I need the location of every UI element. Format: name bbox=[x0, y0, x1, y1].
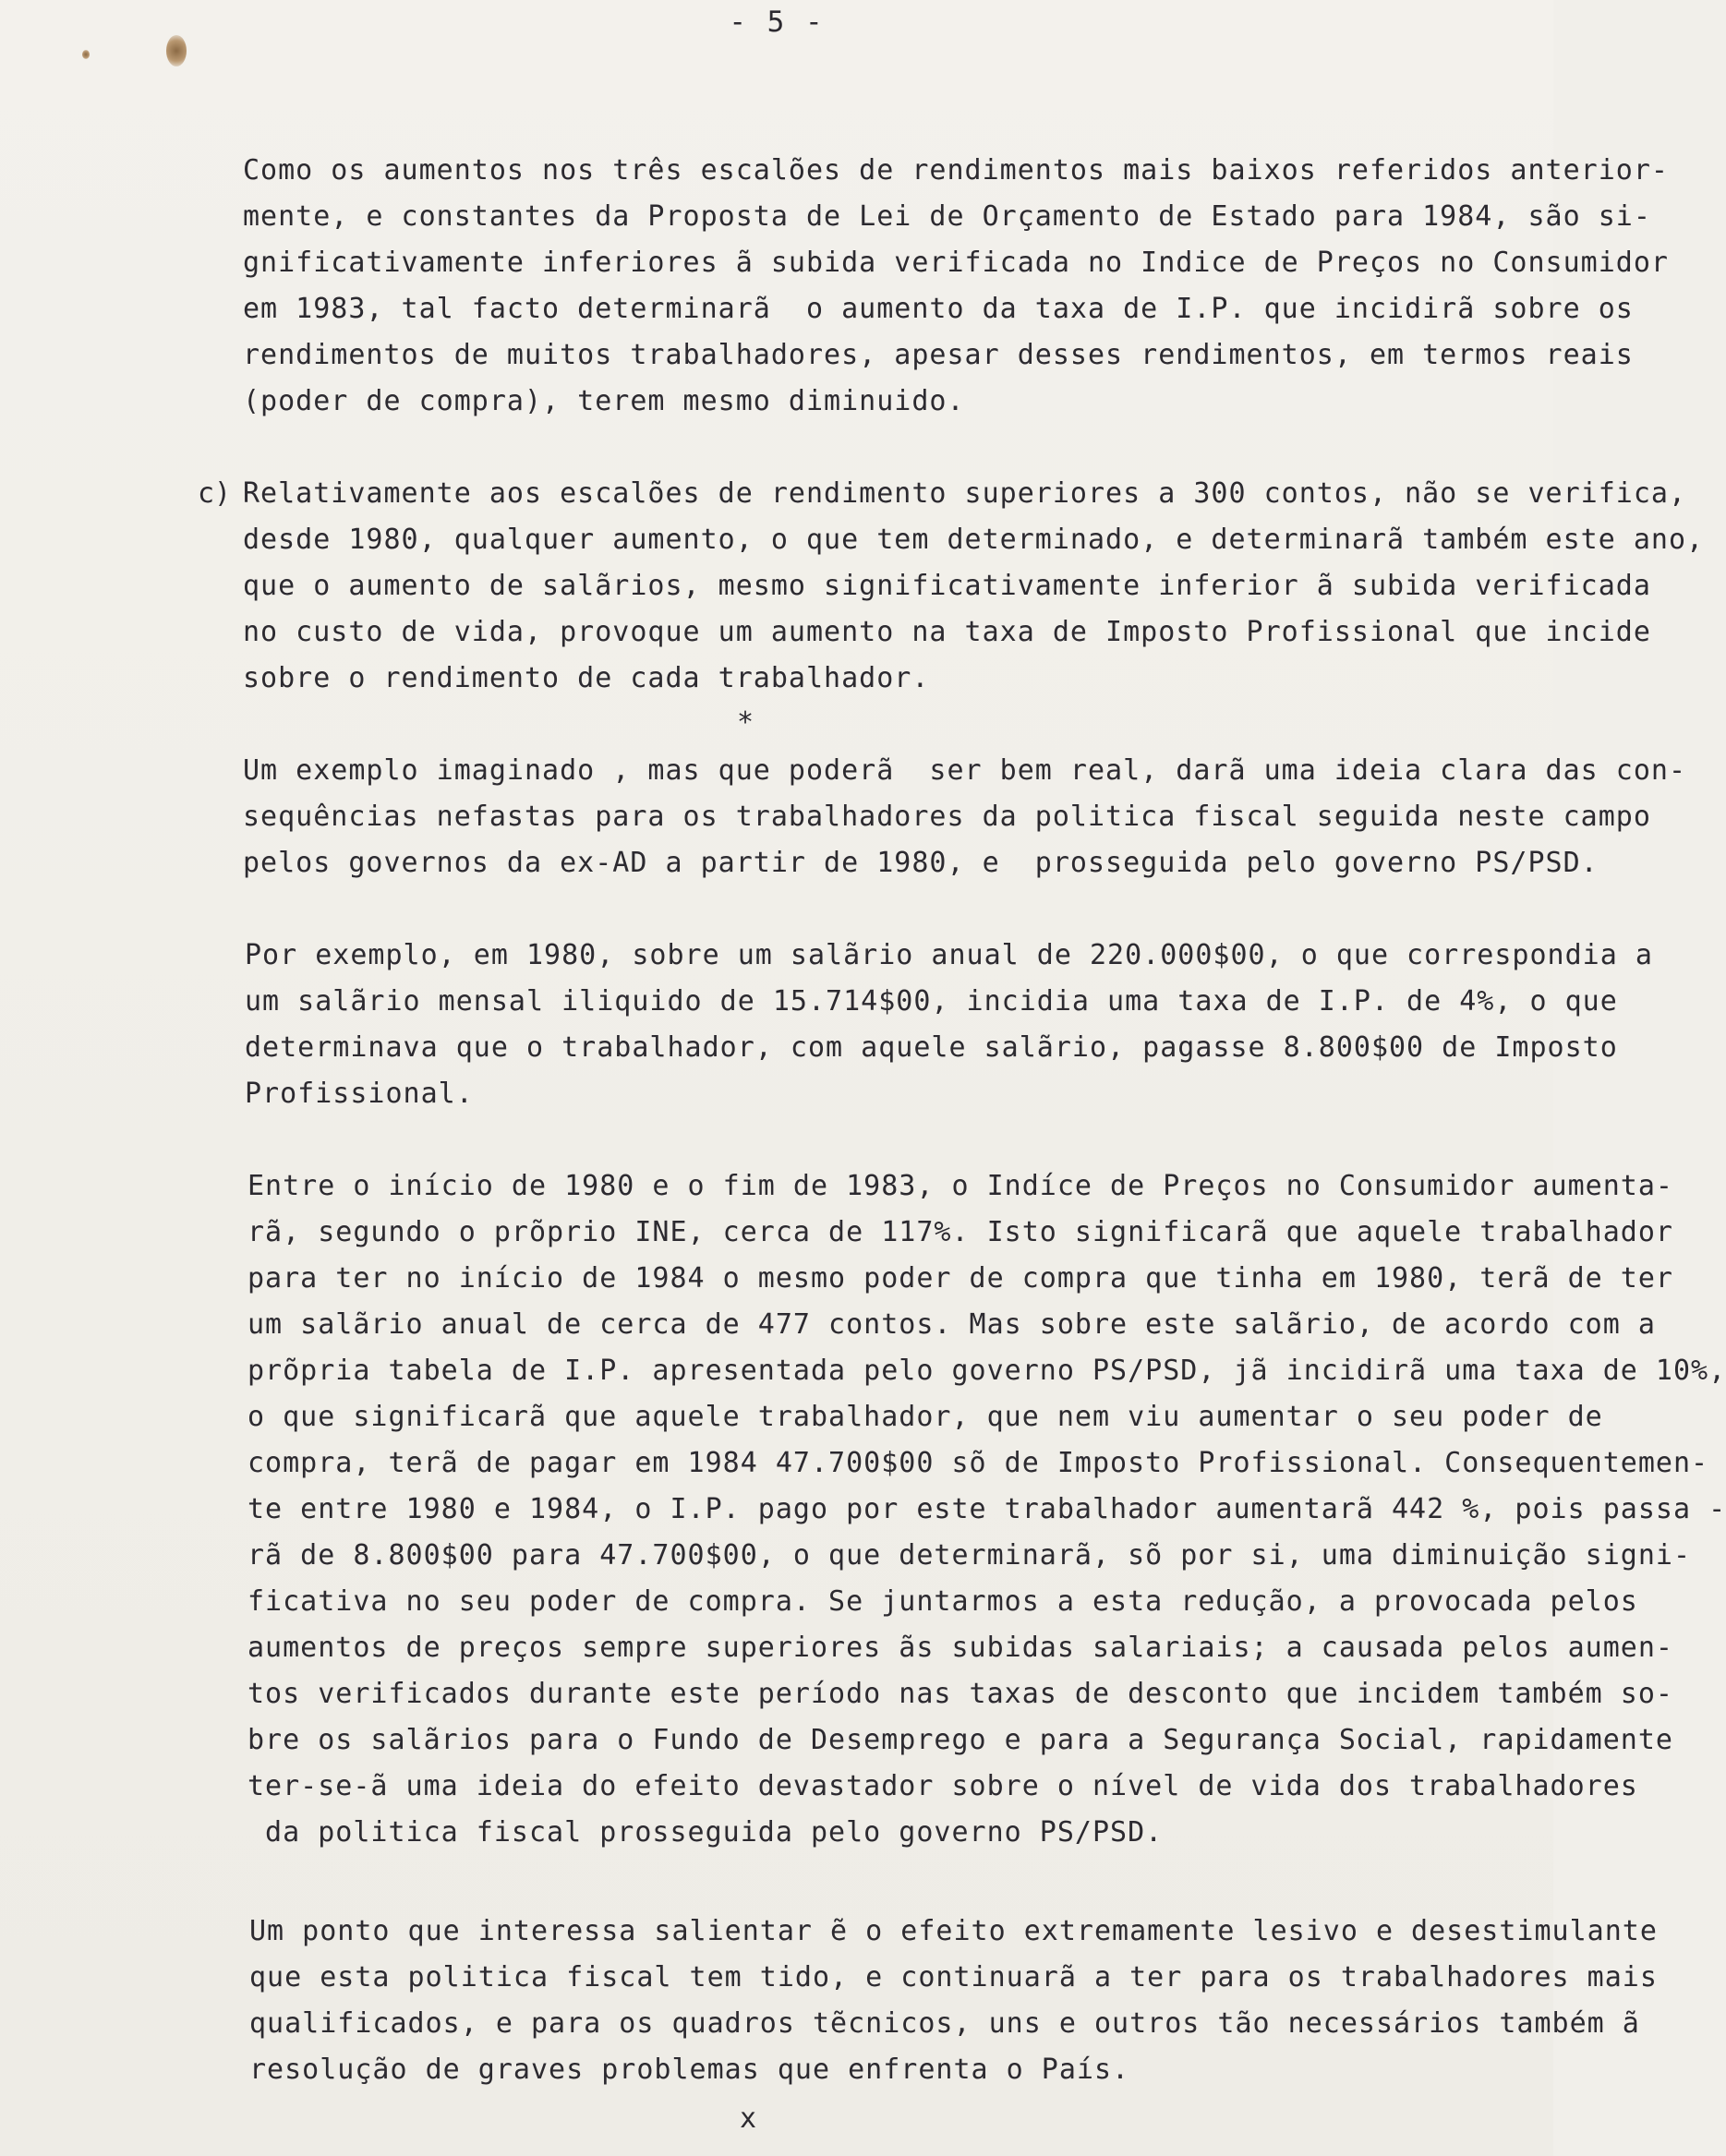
item-label-c: c) bbox=[198, 477, 232, 510]
text-line: pelos governos da ex-AD a partir de 1980, e prosseguida pelo governo PS/PSD. bbox=[243, 847, 1599, 879]
text-line: mente, e constantes da Proposta de Lei de Orçamento de Estado para 1984, são si- bbox=[243, 200, 1651, 233]
text-line: em 1983, tal facto determinarã o aumento da taxa de I.P. que incidirã sobre os bbox=[243, 293, 1634, 325]
text-line: gnificativamente inferiores ã subida verificada no Indice de Preços no Consumidor bbox=[243, 247, 1669, 279]
ink-stain bbox=[82, 50, 90, 59]
text-line: no custo de vida, provoque um aumento na taxa de Imposto Profissional que incide bbox=[243, 616, 1651, 648]
text-line: qualificados, e para os quadros tẽcnicos, uns e outros tão necessários também ã bbox=[249, 2007, 1640, 2040]
text-line: da politica fiscal prosseguida pelo governo PS/PSD. bbox=[247, 1816, 1164, 1849]
paragraph-5 bbox=[247, 1163, 1726, 1856]
text-line: compra, terã de pagar em 1984 47.700$00 sõ de Imposto Profissional. Consequentemen- bbox=[247, 1447, 1709, 1479]
paragraph-4 bbox=[245, 933, 1653, 1117]
text-line: Por exemplo, em 1980, sobre um salãrio anual de 220.000$00, o que correspondia a bbox=[245, 939, 1653, 971]
text-line: um salãrio mensal iliquido de 15.714$00, incidia uma taxa de I.P. de 4%, o que bbox=[245, 985, 1618, 1018]
text-line: o que significarã que aquele trabalhador, que nem viu aumentar o seu poder de bbox=[247, 1401, 1603, 1433]
text-line: tos verificados durante este período nas taxas de desconto que incidem também so- bbox=[247, 1678, 1673, 1710]
asterisk-separator: * bbox=[737, 706, 754, 739]
paragraph-3 bbox=[243, 748, 1687, 886]
text-line: rã, segundo o prõprio INE, cerca de 117%. Isto significarã que aquele trabalhador bbox=[247, 1216, 1673, 1248]
text-line: Profissional. bbox=[245, 1078, 474, 1110]
text-line: determinava que o trabalhador, com aquele salãrio, pagasse 8.800$00 de Imposto bbox=[245, 1031, 1618, 1064]
text-line: rã de 8.800$00 para 47.700$00, o que determinarã, sõ por si, uma diminuição signi- bbox=[247, 1539, 1692, 1572]
text-line: ficativa no seu poder de compra. Se juntarmos a esta redução, a provocada pelos bbox=[247, 1585, 1638, 1618]
text-line: um salãrio anual de cerca de 477 contos. Mas sobre este salãrio, de acordo com a bbox=[247, 1308, 1656, 1341]
text-line: bre os salãrios para o Fundo de Desemprego e para a Segurança Social, rapidamente bbox=[247, 1724, 1673, 1756]
text-line: rendimentos de muitos trabalhadores, apesar desses rendimentos, em termos reais bbox=[243, 339, 1634, 371]
text-line: sobre o rendimento de cada trabalhador. bbox=[243, 662, 930, 694]
text-line: aumentos de preços sempre superiores ãs subidas salariais; a causada pelos aumen- bbox=[247, 1632, 1673, 1664]
text-line: desde 1980, qualquer aumento, o que tem determinado, e determinarã também este ano, bbox=[243, 524, 1705, 556]
text-line: para ter no início de 1984 o mesmo poder de compra que tinha em 1980, terã de ter bbox=[247, 1262, 1673, 1295]
text-line: Um ponto que interessa salientar ẽ o efeito extremamente lesivo e desestimulante bbox=[249, 1915, 1658, 1947]
paragraph-6 bbox=[249, 1909, 1658, 2093]
text-line: sequências nefastas para os trabalhadores da politica fiscal seguida neste campo bbox=[243, 801, 1651, 833]
text-line: que o aumento de salãrios, mesmo significativamente inferior ã subida verificada bbox=[243, 570, 1651, 602]
paragraph-2 bbox=[243, 471, 1705, 702]
end-mark: x bbox=[740, 2102, 757, 2135]
text-line: (poder de compra), terem mesmo diminuido. bbox=[243, 385, 965, 417]
text-line: Relativamente aos escalões de rendimento superiores a 300 contos, não se verifica, bbox=[243, 477, 1687, 510]
text-line: prõpria tabela de I.P. apresentada pelo governo PS/PSD, jã incidirã uma taxa de 10%, bbox=[247, 1355, 1726, 1387]
text-line: Entre o início de 1980 e o fim de 1983, o Indíce de Preços no Consumidor aumenta- bbox=[247, 1170, 1673, 1202]
ink-stain bbox=[166, 35, 187, 66]
text-line: ter-se-ã uma ideia do efeito devastador sobre o nível de vida dos trabalhadores bbox=[247, 1770, 1638, 1802]
text-line: resolução de graves problemas que enfrenta o País. bbox=[249, 2054, 1130, 2086]
text-line: que esta politica fiscal tem tido, e continuarã a ter para os trabalhadores mais bbox=[249, 1961, 1658, 1993]
paragraph-1 bbox=[243, 148, 1669, 425]
text-line: te entre 1980 e 1984, o I.P. pago por este trabalhador aumentarã 442 %, pois passa - bbox=[247, 1493, 1726, 1525]
text-line: Como os aumentos nos três escalões de rendimentos mais baixos referidos anterior- bbox=[243, 154, 1669, 187]
page-number: - 5 - bbox=[729, 6, 825, 39]
text-line: Um exemplo imaginado , mas que poderã ser bem real, darã uma ideia clara das con- bbox=[243, 754, 1687, 787]
